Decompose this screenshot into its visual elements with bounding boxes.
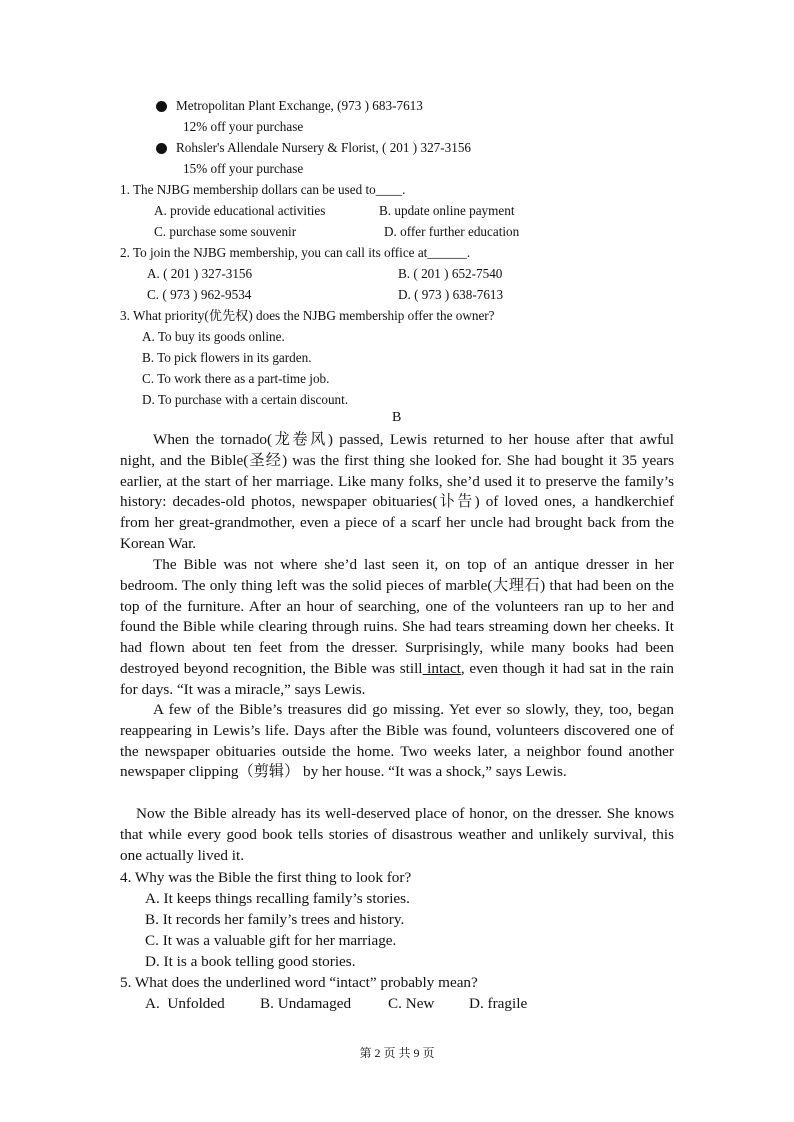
option: D. To purchase with a certain discount. [142,392,349,407]
option: B. To pick flowers in its garden. [142,350,312,365]
bullet-icon [156,143,167,154]
option: D. fragile [469,995,528,1012]
passage-paragraph [120,700,674,783]
underlined-word: intact [422,659,461,677]
paragraph-text-part: , even though it had sat in the rain for days. “It was a miracle,” says Lewis. [120,659,675,698]
option: C. ( 973 ) 962-9534 [147,287,252,302]
bullet-item-discount: 12% off your purchase [183,119,304,134]
passage-heading: B [392,410,402,425]
question-stem: 3. What priority(优先权) does the NJBG membership offer the owner? [120,308,495,323]
option: C. It was a valuable gift for her marriage. [145,932,397,949]
paragraph-text [120,555,674,701]
option: C. To work there as a part-time job. [142,371,330,386]
option: B. update online payment [379,203,515,218]
question-stem: 5. What does the underlined word “intact” probably mean? [120,974,478,991]
option: D. ( 973 ) 638-7613 [398,287,504,302]
option: B. It records her family’s trees and history. [145,911,405,928]
question-stem: 2. To join the NJBG membership, you can call its office at______. [120,245,471,260]
bullet-icon [156,101,167,112]
option: B. ( 201 ) 652-7540 [398,266,503,281]
paragraph-text: Now the Bible already has its well-deserved place of honor, on the dresser. She knows that while every good book tells stories of disastrous weather and unlikely survival, this one actually lived it. [120,805,674,864]
bullet-item-discount: 15% off your purchase [183,161,304,176]
option: C. New [388,995,435,1012]
bullet-item-name: Metropolitan Plant Exchange, (973 ) 683-7613 [176,98,423,113]
paragraph-text-part: The Bible was not where she’d last seen it, on top of an antique dresser in her bedroom. The only thing left was the solid pieces of marble(大理石) that had been on the top of the furniture. After an hour of searching, one of the volunteers ran up to her and found the Bible while clearing through ruins. She had tears streaming down her cheeks. It had flown about ten feet from the dresser. Surprisingly, while many books had been destroyed beyond recognition, the Bible was still [120,556,674,677]
question-stem: 1. The NJBG membership dollars can be used to____. [120,182,406,197]
option: A. It keeps things recalling family’s stories. [145,890,410,907]
option: B. Undamaged [260,995,352,1012]
option: A. provide educational activities [154,203,326,218]
paragraph-text: When the tornado(龙卷风) passed, Lewis returned to her house after that awful night, and the Bible(圣经) was the first thing she looked for. She had bought it 35 years earlier, at the start of her marriage. Like many folks, she’d used it to preserve the family’s history: decades-old photos, newspaper obituaries(讣告) of loved ones, a handkerchief from her great-grandmother, even a piece of a scarf her uncle had brought back from the Korean War. [120,431,674,552]
passage-paragraph [120,804,674,866]
option: A. To buy its goods online. [142,329,285,344]
option: D. It is a book telling good stories. [145,953,356,970]
paragraph-text: A few of the Bible’s treasures did go missing. Yet ever so slowly, they, too, began reappearing in Lewis’s life. Days after the Bible was found, volunteers discovered one of the newspaper obituaries outside the home. Two weeks later, a neighbor found another newspaper clipping（剪辑） by her house. “It was a shock,” says Lewis. [120,701,674,781]
passage-paragraph [120,430,674,555]
option: A. Unfolded [145,995,225,1012]
passage-paragraph [120,555,674,701]
question-stem: 4. Why was the Bible the first thing to look for? [120,869,412,886]
option: D. offer further education [384,224,520,239]
page-footer: 第 2 页 共 9 页 [359,1046,435,1060]
option: A. ( 201 ) 327-3156 [147,266,253,281]
option: C. purchase some souvenir [154,224,297,239]
bullet-item-name: Rohsler's Allendale Nursery & Florist, ( 201 ) 327-3156 [176,140,472,155]
